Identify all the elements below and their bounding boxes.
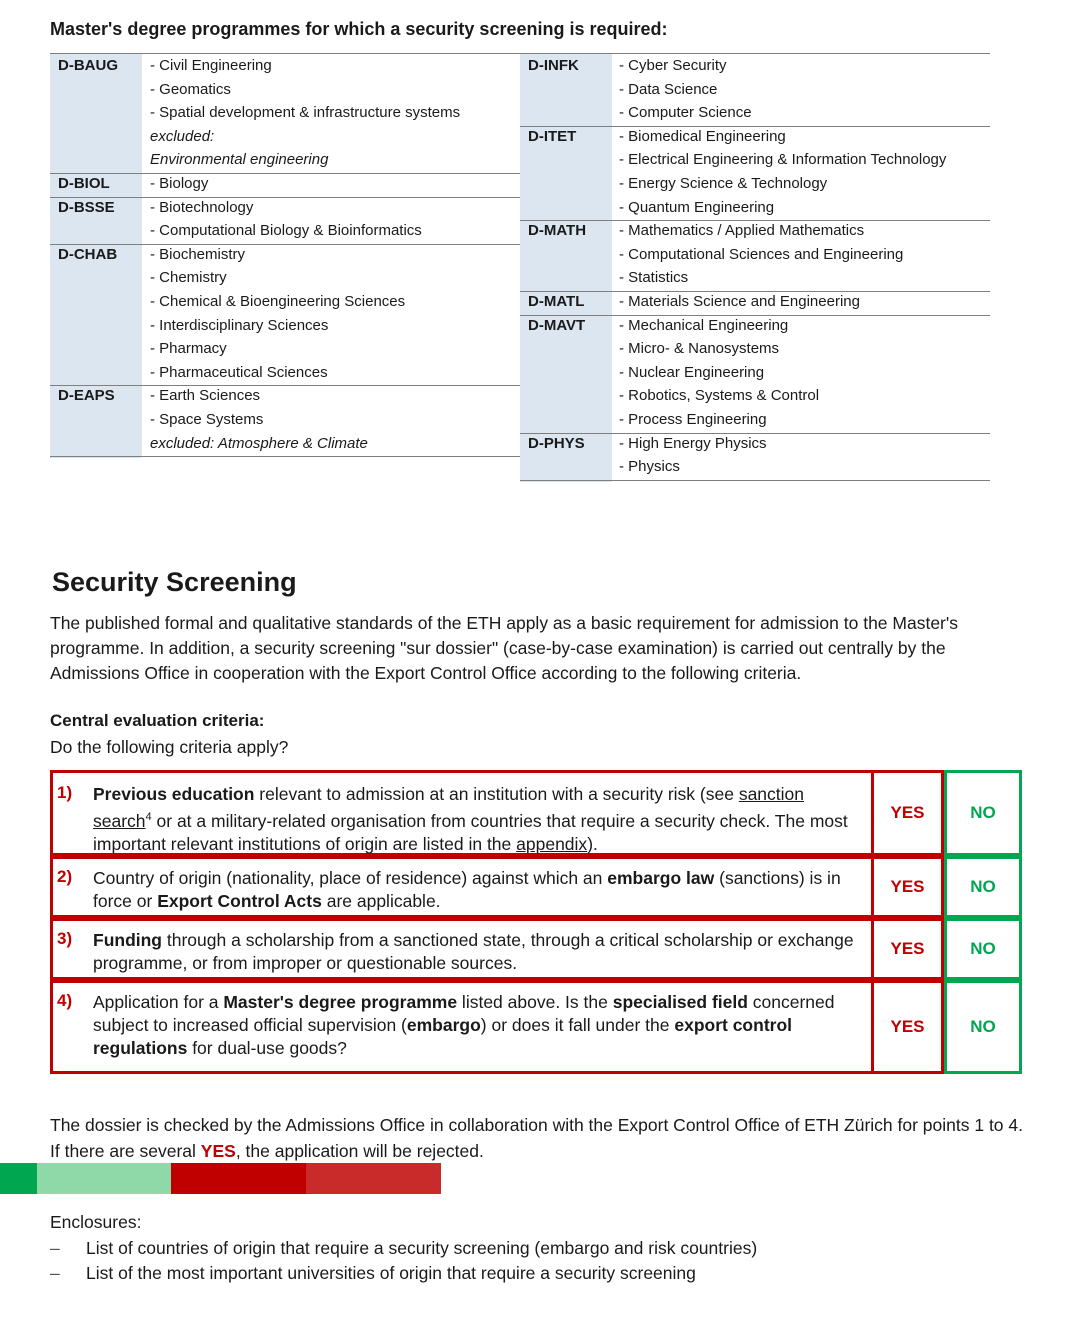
- enclosure-text: List of the most important universities of origin that require a security screening: [86, 1263, 696, 1283]
- criteria-bold: Export Control Acts: [157, 891, 322, 911]
- criteria-table: [50, 770, 1025, 1074]
- programme-item: - Materials Science and Engineering: [619, 293, 860, 310]
- criteria-row-2: [50, 856, 1025, 918]
- criteria-span: listed above. Is the: [457, 992, 613, 1012]
- table-rule: [50, 244, 520, 245]
- enclosure-item: [50, 1263, 696, 1284]
- department-code: D-BSSE: [58, 198, 115, 216]
- color-bar-segment: [171, 1163, 306, 1194]
- criteria-text: [93, 867, 863, 913]
- criteria-row-4: [50, 980, 1025, 1074]
- programme-item: - Space Systems: [150, 411, 264, 428]
- note-yes: YES: [200, 1141, 236, 1161]
- dash: –: [50, 1238, 60, 1258]
- table-rule: [50, 173, 520, 174]
- intro-paragraph: The published formal and qualitative standards of the ETH apply as a basic requirement for admission to the Master's programme. In addition, a security screening "sur dossier" (case-by-case examination) is carried out centrally by the Admissions Office in cooperation with the Export Control Office according to the following criteria.: [50, 613, 958, 683]
- criteria-text-cell: [50, 980, 874, 1074]
- enclosure-text: List of countries of origin that require a security screening (embargo and risk countries): [86, 1238, 758, 1258]
- programme-item: - Biochemistry: [150, 245, 246, 263]
- criteria-span: (sanctions) is in force or: [93, 868, 841, 911]
- yes-cell: YES: [874, 918, 944, 980]
- programme-item: - Pharmacy: [150, 340, 227, 358]
- dash: –: [50, 1263, 60, 1283]
- programme-item: - Process Engineering: [619, 411, 767, 428]
- programme-item: - Pharmaceutical Sciences: [150, 363, 328, 381]
- department-code: D-BAUG: [58, 57, 118, 74]
- programme-item: - Civil Engineering: [150, 57, 272, 74]
- criteria-bold: embargo law: [607, 868, 715, 888]
- programme-item: - Biology: [150, 175, 209, 192]
- department-code: D-PHYS: [528, 434, 585, 452]
- programme-item: - Spatial development & infrastructure systems: [150, 104, 461, 122]
- programme-item: - Quantum Engineering: [619, 198, 775, 216]
- table-rule: [50, 385, 520, 386]
- department-code: D-MAVT: [528, 316, 586, 334]
- programme-item: - Robotics, Systems & Control: [619, 387, 820, 405]
- department-code: D-BIOL: [58, 175, 110, 192]
- criteria-number: 1): [57, 783, 73, 802]
- criteria-bold: Previous education: [93, 784, 255, 804]
- programme-item: - Mechanical Engineering: [619, 316, 789, 334]
- programme-item: - Computer Science: [619, 104, 752, 122]
- table-rule: [50, 456, 520, 457]
- programme-item: - Biotechnology: [150, 198, 254, 216]
- department-column-bg: [520, 53, 612, 482]
- criteria-text: [93, 783, 863, 856]
- department-code: D-MATH: [528, 222, 587, 240]
- criteria-span: for dual-use goods?: [187, 1038, 347, 1058]
- programme-item: - Electrical Engineering & Information Technology: [619, 151, 947, 169]
- department-code: D-ITET: [528, 127, 577, 145]
- programme-item: - Data Science: [619, 80, 718, 98]
- criteria-bold: export control regulations: [93, 1015, 793, 1058]
- enclosures-title: Enclosures:: [50, 1212, 142, 1232]
- criteria-text-cell: [50, 770, 874, 856]
- table-rule: [520, 53, 990, 54]
- criteria-text: [93, 991, 863, 1060]
- criteria-row-1: [50, 770, 1025, 856]
- criteria-span: Country of origin (nationality, place of residence) against which an: [93, 868, 608, 888]
- programme-item: - Statistics: [619, 269, 689, 287]
- criteria-text: [93, 929, 863, 975]
- table-rule: [50, 197, 520, 198]
- color-bar-segment: [0, 1163, 37, 1194]
- criteria-bold: Funding: [93, 930, 163, 950]
- criteria-bold: embargo: [406, 1015, 481, 1035]
- sanction-search-link[interactable]: sanction search: [93, 784, 805, 831]
- yes-cell: YES: [874, 770, 944, 856]
- table-heading: Master's degree programmes for which a security screening is required:: [50, 19, 668, 39]
- footnote-marker: 4: [145, 811, 152, 823]
- criteria-question: Do the following criteria apply?: [50, 737, 289, 757]
- criteria-text-cell: [50, 918, 874, 980]
- criteria-span: concerned subject to increased official supervision (: [93, 992, 835, 1035]
- criteria-number: 4): [57, 991, 73, 1010]
- programme-item: - Cyber Security: [619, 57, 727, 74]
- programme-item: - Nuclear Engineering: [619, 363, 765, 381]
- criteria-bold: specialised field: [612, 992, 748, 1012]
- criteria-span: or at a military-related organisation from countries that require a security check. The most important relevant institutions of origin are listed in the: [93, 810, 848, 854]
- yes-cell: YES: [874, 980, 944, 1074]
- criteria-number: 3): [57, 929, 73, 948]
- programme-item: - Mathematics / Applied Mathematics: [619, 222, 865, 240]
- programme-item: - Computational Biology & Bioinformatics: [150, 222, 422, 240]
- programme-item: - Micro- & Nanosystems: [619, 340, 780, 358]
- programme-item: - Physics: [619, 458, 680, 476]
- criteria-span: Application for a: [93, 992, 224, 1012]
- criteria-span: through a scholarship from a sanctioned state, through a critical scholarship or exchange programme, or from improper or questionable sources.: [93, 930, 854, 973]
- programme-item: - High Energy Physics: [619, 434, 767, 452]
- criteria-heading: Central evaluation criteria:: [50, 711, 265, 730]
- table-rule: [520, 480, 990, 481]
- table-rule: [50, 53, 520, 54]
- color-bar-segment: [306, 1163, 441, 1194]
- department-code: D-MATL: [528, 293, 585, 310]
- criteria-span: are applicable.: [321, 891, 441, 911]
- programme-item: excluded: Atmosphere & Climate: [150, 434, 368, 452]
- programme-item: - Biomedical Engineering: [619, 127, 786, 145]
- criteria-row-3: [50, 918, 1025, 980]
- no-cell: NO: [944, 980, 1022, 1074]
- programme-item: - Earth Sciences: [150, 387, 261, 405]
- programme-item: - Geomatics: [150, 80, 231, 98]
- programme-table: [50, 53, 990, 475]
- programme-item: - Interdisciplinary Sciences: [150, 316, 329, 334]
- programme-item: Environmental engineering: [150, 151, 329, 169]
- no-cell: NO: [944, 918, 1022, 980]
- color-bar-segment: [37, 1163, 171, 1194]
- no-cell: NO: [944, 856, 1022, 918]
- appendix-link[interactable]: appendix: [516, 833, 588, 854]
- criteria-number: 2): [57, 867, 73, 886]
- department-code: D-INFK: [528, 57, 579, 74]
- programme-item: excluded:: [150, 127, 215, 145]
- note-text: , the application will be rejected.: [235, 1141, 484, 1161]
- criteria-span: ) or does it fall under the: [480, 1015, 675, 1035]
- programme-item: - Chemistry: [150, 269, 227, 287]
- criteria-span: relevant to admission at an institution with a security risk (see: [254, 784, 739, 804]
- programme-item: - Chemical & Bioengineering Sciences: [150, 293, 406, 310]
- yes-cell: YES: [874, 856, 944, 918]
- enclosure-item: [50, 1238, 757, 1259]
- criteria-span: ).: [587, 833, 598, 854]
- programme-item: - Energy Science & Technology: [619, 175, 828, 192]
- criteria-text-cell: [50, 856, 874, 918]
- department-code: D-CHAB: [58, 245, 118, 263]
- programme-item: - Computational Sciences and Engineering: [619, 245, 904, 263]
- evaluation-note: [50, 1112, 1030, 1164]
- no-cell: NO: [944, 770, 1022, 856]
- note-text: The dossier is checked by the Admissions Office in collaboration with the Export Control Office of ETH Zürich for points 1 to 4. If there are several: [50, 1115, 1024, 1161]
- department-code: D-EAPS: [58, 387, 115, 405]
- section-title: Security Screening: [52, 567, 297, 597]
- criteria-bold: Master's degree programme: [223, 992, 458, 1012]
